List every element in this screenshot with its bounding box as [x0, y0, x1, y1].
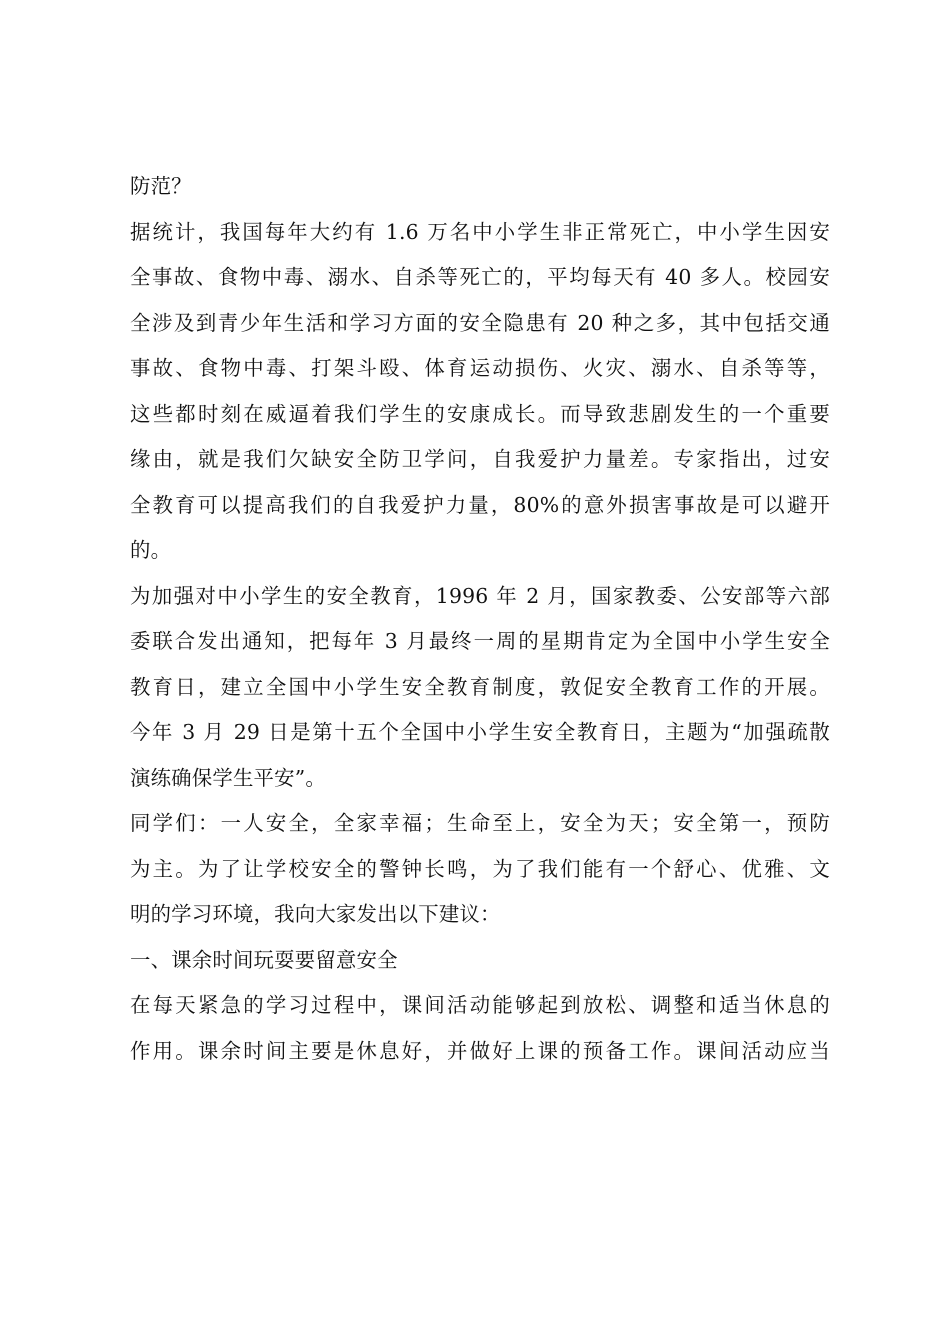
text-line: 教育日，建立全国中小学生安全教育制度，敦促安全教育工作的开展。 — [130, 674, 830, 699]
text-line: 同学们：一人安全，全家幸福；生命至上，安全为天；安全第一，预防 — [130, 811, 830, 835]
text-line: 全教育可以提高我们的自我爱护力量，80%的意外损害事故是可以避开 — [130, 492, 830, 517]
section-heading: 一、课余时间玩耍要留意安全 — [130, 947, 398, 972]
text-line: 这些都时刻在威逼着我们学生的安康成长。而导致悲剧发生的一个重要 — [130, 401, 830, 426]
text-line: 明的学习环境，我向大家发出以下建议： — [130, 902, 501, 926]
text-line: 演练确保学生平安”。 — [130, 765, 326, 790]
text-line: 作用。课余时间主要是休息好，并做好上课的预备工作。课间活动应当 — [130, 1038, 830, 1063]
document-body — [130, 164, 830, 1074]
text-line: 为加强对中小学生的安全教育，1996 年 2 月，国家教委、公安部等六部 — [130, 583, 830, 608]
text-line: 全事故、食物中毒、溺水、自杀等死亡的，平均每天有 40 多人。校园安 — [130, 265, 830, 289]
text-line: 委联合发出通知，把每年 3 月最终一周的星期肯定为全国中小学生安全 — [130, 629, 830, 653]
text-line: 今年 3 月 29 日是第十五个全国中小学生安全教育日，主题为“加强疏散 — [130, 720, 830, 744]
text-line: 的。 — [130, 538, 172, 562]
text-line: 为主。为了让学校安全的警钟长鸣，为了我们能有一个舒心、优雅、文 — [130, 856, 830, 881]
text-line: 全涉及到青少年生活和学习方面的安全隐患有 20 种之多，其中包括交通 — [130, 310, 830, 335]
text-line: 缘由，就是我们欠缺安全防卫学问，自我爱护力量差。专家指出，过安 — [130, 447, 830, 471]
text-line: 在每天紧急的学习过程中，课间活动能够起到放松、调整和适当休息的 — [130, 993, 830, 1017]
text-line: 据统计，我国每年大约有 1.6 万名中小学生非正常死亡，中小学生因安 — [130, 219, 830, 244]
text-line: 事故、食物中毒、打架斗殴、体育运动损伤、火灾、溺水、自杀等等， — [130, 356, 830, 380]
text-line: 防范？ — [130, 174, 192, 198]
